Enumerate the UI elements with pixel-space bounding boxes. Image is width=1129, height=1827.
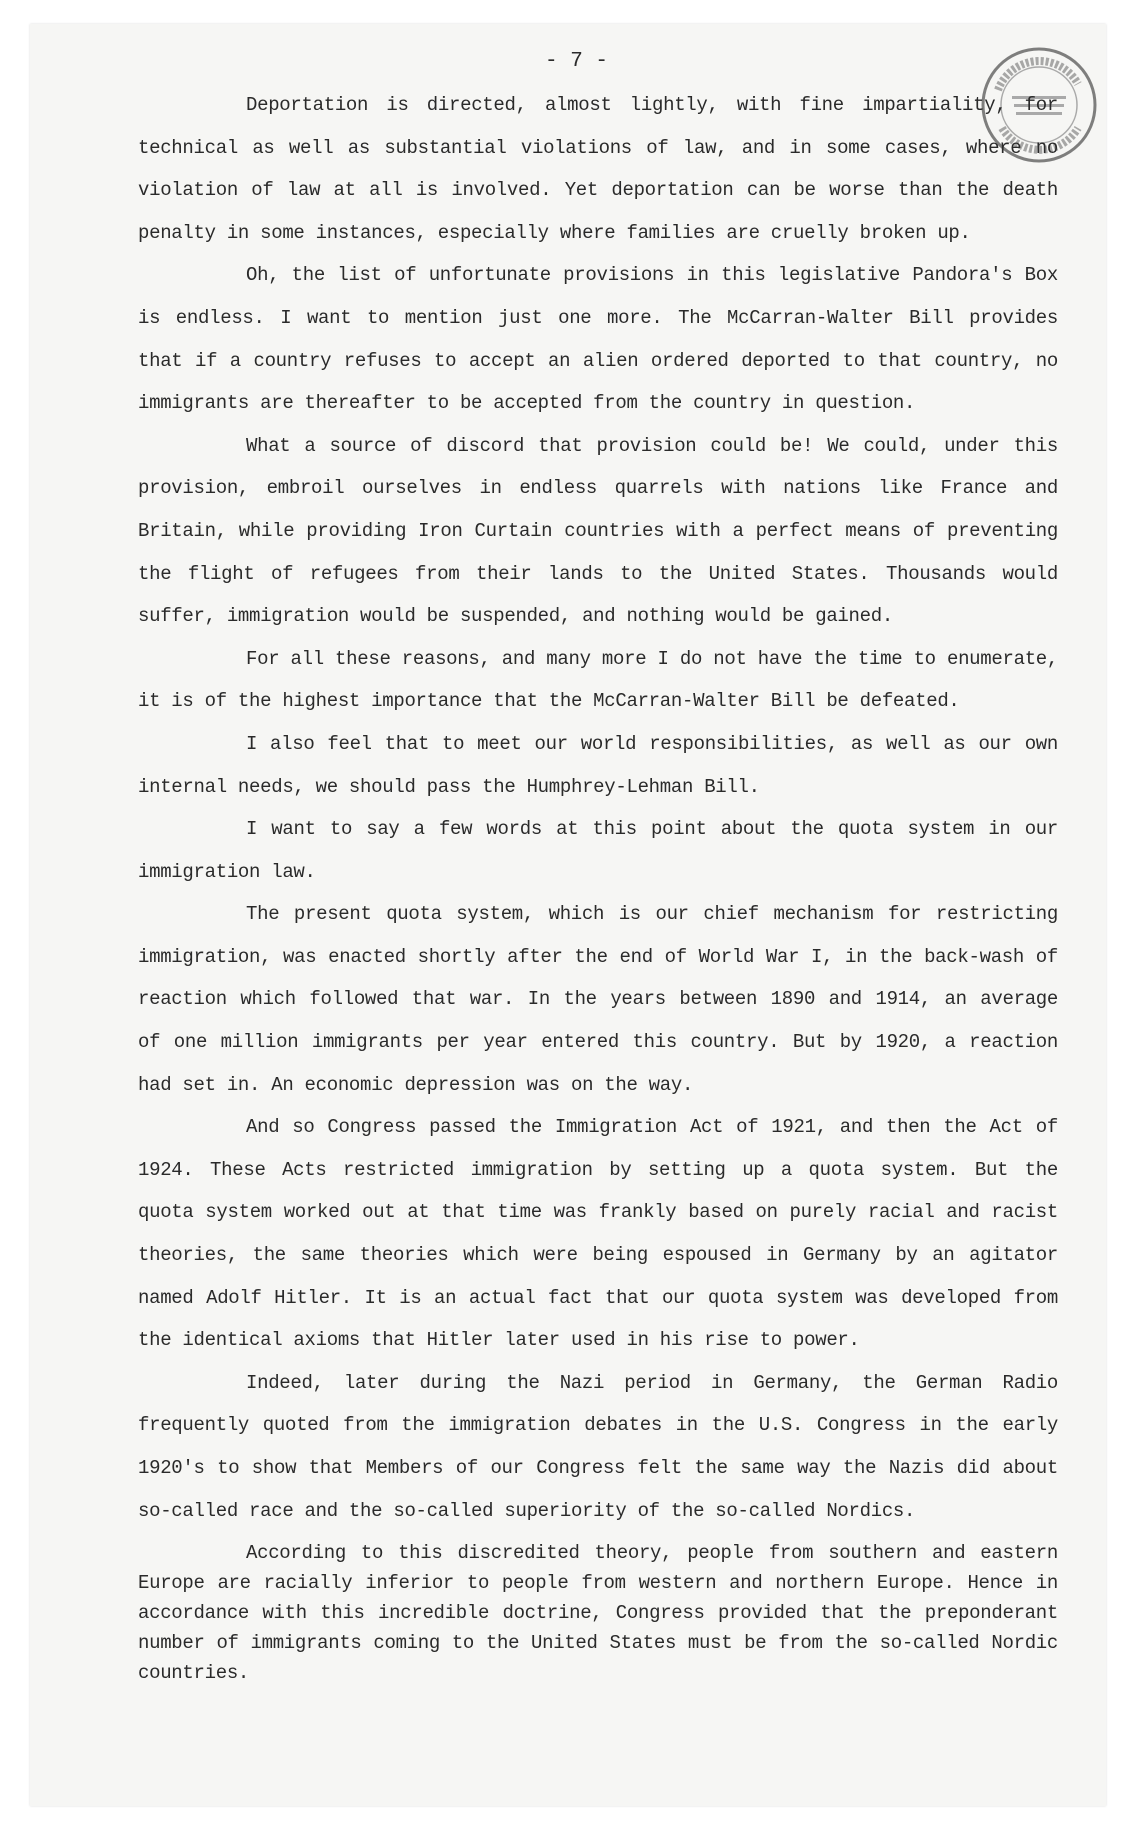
paragraph: Indeed, later during the Nazi period in Germany, the German Radio frequently quoted from the immigration debates in the U.S. Congress in the early 1920's to show that Members of our Congress felt the same way the Nazis did about so-called race and the so-called superiority of the so-called Nordics. bbox=[138, 1371, 1058, 1522]
paragraph: For all these reasons, and many more I do not have the time to enumerate, it is of the highest importance that the McCarran-Walter Bill be defeated. bbox=[138, 647, 1058, 713]
paragraph: The present quota system, which is our chief mechanism for restricting immigration, was enacted shortly after the end of World War I, in the back-wash of reaction which followed that war. In the years between 1890 and 1914, an average of one million immigrants per year entered this country. But by 1920, a reaction had set in. An economic depression was on the way. bbox=[138, 903, 1058, 1096]
letter-body bbox=[138, 84, 1058, 1688]
paragraph: I want to say a few words at this point about the quota system in our immigration law. bbox=[138, 818, 1058, 883]
paragraph: Deportation is directed, almost lightly, with fine impartiality, for technical as well as substantial violations of law, and in some cases, where no violation of law at all is involved. Yet deportation can be worse than the death penalty in some instances, especially where families are cruelly broken up. bbox=[138, 94, 1058, 244]
paragraph: I also feel that to meet our world responsibilities, as well as our own internal needs, we should pass the Humphrey-Lehman Bill. bbox=[138, 732, 1058, 798]
page-number: - 7 - bbox=[544, 50, 608, 73]
paragraph: And so Congress passed the Immigration Act of 1921, and then the Act of 1924. These Acts restricted immigration by setting up a quota system. But the quota system worked out at that time was frankly based on purely racial and racist theories, the same theories which were being espoused in Germany by an agitator named Adolf Hitler. It is an actual fact that our quota system was developed from the identical axioms that Hitler later used in his rise to power. bbox=[138, 1116, 1058, 1352]
paragraph: According to this discredited theory, people from southern and eastern Europe are racially inferior to people from western and northern Europe. Hence in accordance with this incredible doctrine, Congress provided that the preponderant number of immigrants coming to the United States must be from the so-called Nordic countries. bbox=[138, 1542, 1058, 1685]
paragraph: Oh, the list of unfortunate provisions in this legislative Pandora's Box is endless. I want to mention just one more. The McCarran-Walter Bill provides that if a country refuses to accept an alien ordered deported to that country, no immigrants are thereafter to be accepted from the country in question. bbox=[138, 264, 1058, 415]
paragraph: What a source of discord that provision could be! We could, under this provision, embroil ourselves in endless quarrels with nations like France and Britain, while providing Iron Curtain countries with a perfect means of preventing the flight of refugees from their lands to the United States. Thousands would suffer, immigration would be suspended, and nothing would be gained. bbox=[138, 434, 1058, 628]
